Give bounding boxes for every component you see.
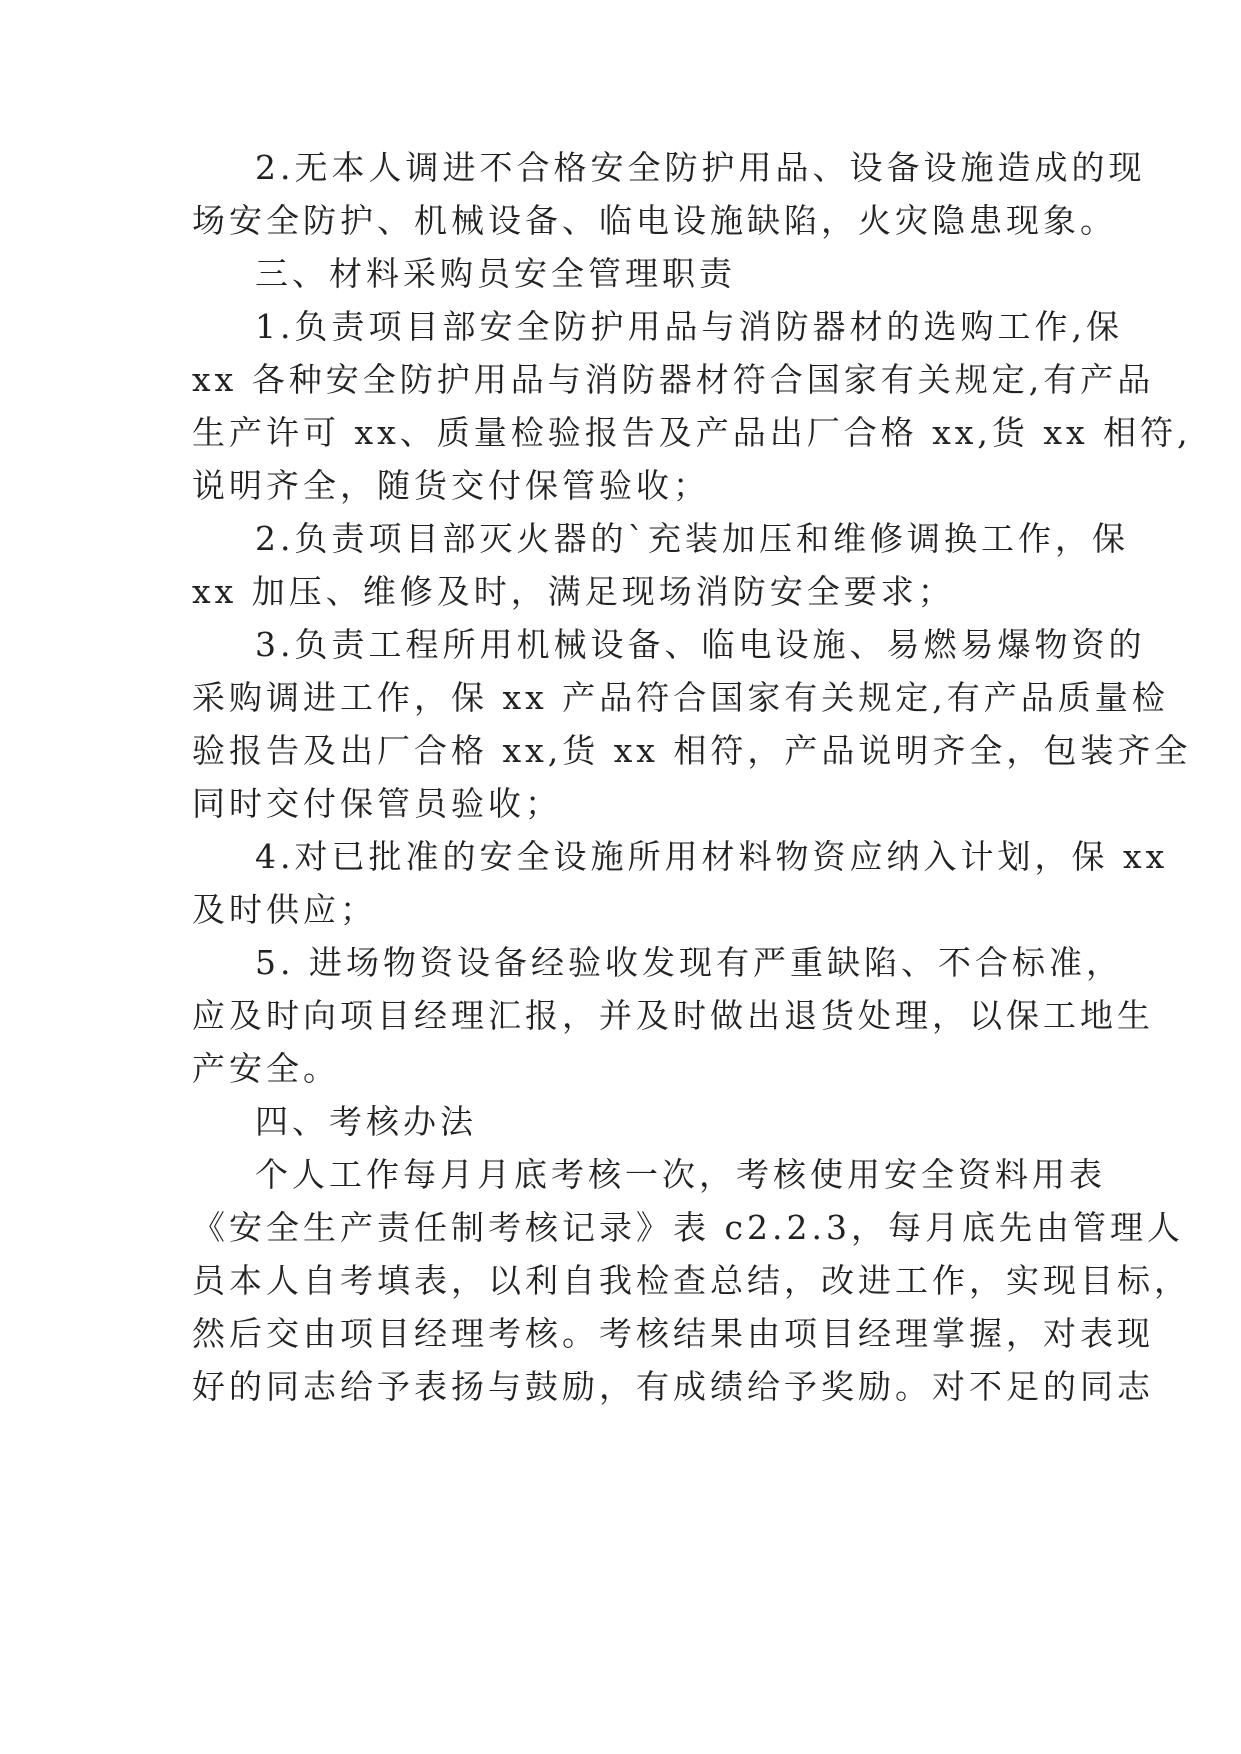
text-line: 然后交由项目经理考核。考核结果由项目经理掌握，对表现 [192, 1314, 1154, 1353]
text-line: 好的同志给予表扬与鼓励，有成绩给予奖励。对不足的同志 [192, 1367, 1154, 1406]
text-line: 同时交付保管员验收； [192, 784, 562, 823]
text-line: 2.负责项目部灭火器的`充装加压和维修调换工作，保 [255, 519, 1129, 558]
text-line: 应及时向项目经理汇报，并及时做出退货处理，以保工地生 [192, 996, 1154, 1035]
text-line: 产安全。 [192, 1049, 340, 1088]
text-line: 及时供应； [192, 890, 377, 929]
text-line: 2.无本人调进不合格安全防护用品、设备设施造成的现 [255, 148, 1146, 187]
section-heading: 四、考核办法 [255, 1102, 477, 1141]
text-line: 1.负责项目部安全防护用品与消防器材的选购工作,保 [255, 307, 1123, 346]
text-line: 个人工作每月月底考核一次，考核使用安全资料用表 [255, 1155, 1106, 1194]
text-line: 说明齐全，随货交付保管验收； [192, 466, 710, 505]
text-line: 4.对已批准的安全设施所用材料物资应纳入计划，保 xx [255, 837, 1169, 876]
text-line: 验报告及出厂合格 xx,货 xx 相符，产品说明齐全，包装齐全 [192, 731, 1192, 770]
text-line: 《安全生产责任制考核记录》表 c2.2.3，每月底先由管理人 [192, 1208, 1184, 1247]
section-heading: 三、材料采购员安全管理职责 [255, 254, 736, 293]
text-line: 采购调进工作，保 xx 产品符合国家有关规定,有产品质量检 [192, 678, 1169, 717]
text-line: 3.负责工程所用机械设备、临电设施、易燃易爆物资的 [255, 625, 1146, 664]
text-line: 生产许可 xx、质量检验报告及产品出厂合格 xx,货 xx 相符, [192, 413, 1192, 452]
text-line: 5. 进场物资设备经验收发现有严重缺陷、不合标准， [255, 943, 1123, 982]
text-line: xx 各种安全防护用品与消防器材符合国家有关规定,有产品 [192, 360, 1155, 399]
text-line: xx 加压、维修及时，满足现场消防安全要求； [192, 572, 955, 611]
text-line: 场安全防护、机械设备、临电设施缺陷，火灾隐患现象。 [192, 201, 1117, 240]
text-line: 员本人自考填表，以利自我检查总结，改进工作，实现目标， [192, 1261, 1191, 1300]
